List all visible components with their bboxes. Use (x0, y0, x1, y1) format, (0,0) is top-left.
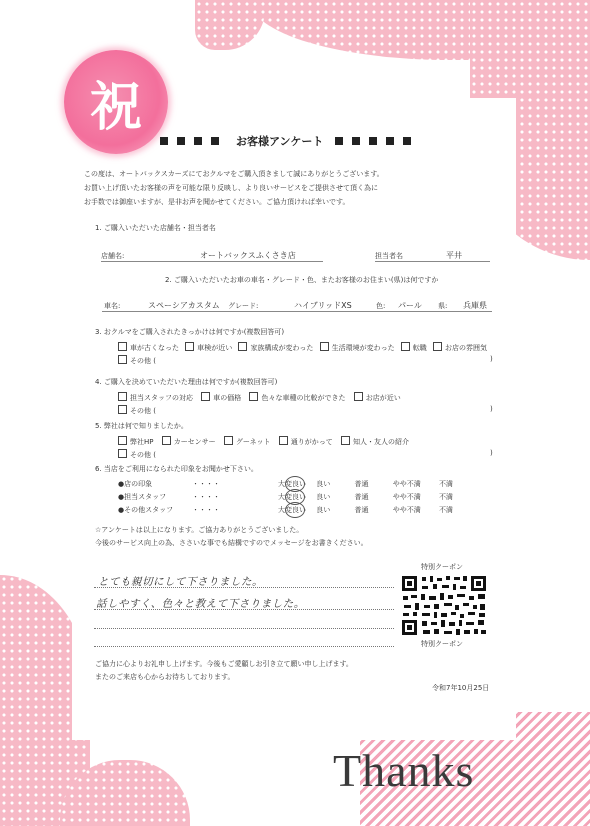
handwritten-line-1: とても親切にして下さりました。 (98, 576, 263, 588)
q4-option[interactable]: 担当スタッフの対応 (118, 394, 193, 402)
intro-line-1: この度は、オートバックスカーズにておクルマをご購入頂きまして誠にありがとうございます。 (84, 170, 384, 178)
pref-label: 県: (438, 302, 448, 310)
checkbox[interactable] (401, 342, 410, 351)
title-text: お客様アンケート (236, 135, 324, 148)
checkbox[interactable] (162, 436, 171, 445)
q4-other[interactable]: その他 ( (118, 405, 156, 416)
q6-row-dots: ・・・・ (192, 480, 220, 488)
rating-option[interactable]: やや不満 (392, 480, 421, 488)
q6-row-dots: ・・・・ (192, 506, 220, 514)
checkbox[interactable] (185, 342, 194, 351)
color-label: 色: (376, 302, 386, 310)
intro-line-3: お手数では御座いますが、是非お声を聞かせてください。ご協力頂ければ幸いです。 (84, 198, 350, 206)
rating-option[interactable]: 大変良い (278, 493, 306, 501)
celebration-badge (64, 50, 168, 154)
survey-date: 令和7年10月25日 (432, 684, 490, 692)
checkbox[interactable] (118, 436, 127, 445)
rating-option[interactable]: 不満 (438, 480, 453, 488)
rating-option[interactable]: 普通 (354, 480, 369, 488)
handwritten-line-2: 話しやすく、色々と教えて下さりました。 (96, 598, 305, 610)
pink-dot-pattern (195, 0, 265, 50)
checkbox[interactable] (118, 392, 127, 401)
rating-option[interactable]: 不満 (438, 506, 453, 514)
survey-title (160, 133, 450, 149)
car-label: 車名: (104, 302, 121, 310)
rating-option[interactable]: 良い (316, 480, 331, 488)
rating-option[interactable]: 良い (316, 493, 331, 501)
checkbox[interactable] (279, 436, 288, 445)
checkbox[interactable] (433, 342, 442, 351)
rating-option[interactable]: 普通 (354, 493, 369, 501)
rating-option[interactable]: 不満 (438, 493, 453, 501)
checkbox[interactable] (224, 436, 233, 445)
q6-heading: 6. 当店をご利用になられた印象をお聞かせ下さい。 (95, 465, 258, 473)
q6-row-label: ●その他スタッフ (118, 506, 174, 514)
rating-option[interactable]: 大変良い (278, 506, 306, 514)
checkbox[interactable] (118, 405, 127, 414)
grade-value: ハイブリッドXS (294, 301, 352, 310)
checkbox[interactable] (354, 392, 363, 401)
q3-heading: 3. おクルマをご購入されたきっかけは何ですか(複数回答可) (95, 328, 285, 336)
q3-option[interactable]: お店の雰囲気 (433, 344, 487, 352)
q3-other[interactable]: その他 ( (118, 355, 156, 366)
grade-label: グレード: (228, 302, 259, 310)
q6-row-label: ●店の印象 (118, 480, 153, 488)
message-line (94, 646, 394, 647)
q3-option[interactable]: 生活環境が変わった (320, 344, 395, 352)
checkbox[interactable] (118, 342, 127, 351)
q4-option[interactable]: お店が近い (354, 394, 401, 402)
checkbox[interactable] (341, 436, 350, 445)
color-value: パール (398, 301, 422, 310)
q5-options-row1 (118, 436, 409, 447)
q3-option[interactable]: 車検が近い (185, 344, 232, 352)
staff-value: 平井 (446, 251, 462, 260)
q5-option[interactable]: 弊社HP (118, 438, 154, 446)
car-value: スペーシアカスタム (148, 301, 220, 310)
q5-close: ) (490, 449, 493, 457)
q6-row-label: ●担当スタッフ (118, 493, 167, 501)
q3-option[interactable]: 車が古くなった (118, 344, 179, 352)
checkbox[interactable] (238, 342, 247, 351)
message-line (94, 609, 394, 610)
store-label: 店舗名: (101, 252, 125, 260)
q5-option[interactable]: グーネット (224, 438, 271, 446)
staff-underline (375, 261, 490, 262)
q5-option[interactable]: 知人・友人の紹介 (341, 438, 409, 446)
pref-value: 兵庫県 (463, 301, 487, 310)
q4-option[interactable]: 色々な車種の比較ができた (249, 394, 345, 402)
footer-line-2: またのご来店も心からお待ちしております。 (95, 673, 235, 681)
checkbox[interactable] (118, 355, 127, 364)
end-note: ☆アンケートは以上になります。ご協力ありがとうございました。 (95, 526, 304, 534)
message-line (94, 628, 394, 629)
message-line (94, 587, 394, 588)
q3-options-row1 (118, 342, 487, 353)
rating-option[interactable]: やや不満 (392, 506, 421, 514)
q5-option[interactable]: カーセンサー (162, 438, 216, 446)
checkbox[interactable] (118, 449, 127, 458)
q1-heading: 1. ご購入いただいた店舗名・担当者名 (95, 224, 216, 232)
q3-option[interactable]: 転職 (401, 344, 427, 352)
rating-option[interactable]: 良い (316, 506, 331, 514)
rating-option[interactable]: 普通 (354, 506, 369, 514)
checkbox[interactable] (249, 392, 258, 401)
checkbox[interactable] (201, 392, 210, 401)
message-prompt: 今後のサービス向上の為、ささいな事でも結構ですのでメッセージをお書きください。 (95, 539, 368, 547)
q3-close: ) (490, 355, 493, 363)
store-value: オートバックスふくさき店 (200, 251, 296, 260)
q5-heading: 5. 弊社は何で知りましたか。 (95, 422, 188, 430)
q5-other[interactable]: その他 ( (118, 449, 156, 460)
rating-option[interactable]: やや不満 (392, 493, 421, 501)
thanks-text: Thanks (333, 745, 475, 796)
q4-option[interactable]: 車の価格 (201, 394, 241, 402)
coupon-label-top: 特別クーポン (421, 563, 463, 571)
q6-row-dots: ・・・・ (192, 493, 220, 501)
footer-line-1: ご協力に心よりお礼申し上げます。今後もご愛顧しお引き立て願い申し上げます。 (95, 660, 353, 668)
badge-text: 祝 (89, 76, 142, 138)
q3-option[interactable]: 家族構成が変わった (238, 344, 313, 352)
q5-option[interactable]: 通りがかって (279, 438, 333, 446)
q4-options-row1 (118, 392, 401, 403)
staff-label: 担当者名 (375, 252, 403, 260)
qr-code-icon[interactable] (400, 574, 488, 637)
q2-heading: 2. ご購入いただいたお車の車名・グレード・色、またお客様のお住まい(県)は何ですか (165, 276, 439, 284)
store-underline (101, 261, 323, 262)
q4-heading: 4. ご購入を決めていただいた理由は何ですか(複数回答可) (95, 378, 278, 386)
checkbox[interactable] (320, 342, 329, 351)
rating-option[interactable]: 大変良い (278, 480, 306, 488)
car-underline (102, 311, 492, 312)
intro-line-2: お買い上げ頂いたお客様の声を可能な限り反映し、より良いサービスをご提供させて頂く為に (84, 184, 378, 192)
selection-circle (285, 502, 305, 518)
coupon-label-bottom: 特別クーポン (421, 640, 463, 648)
q4-close: ) (490, 405, 493, 413)
